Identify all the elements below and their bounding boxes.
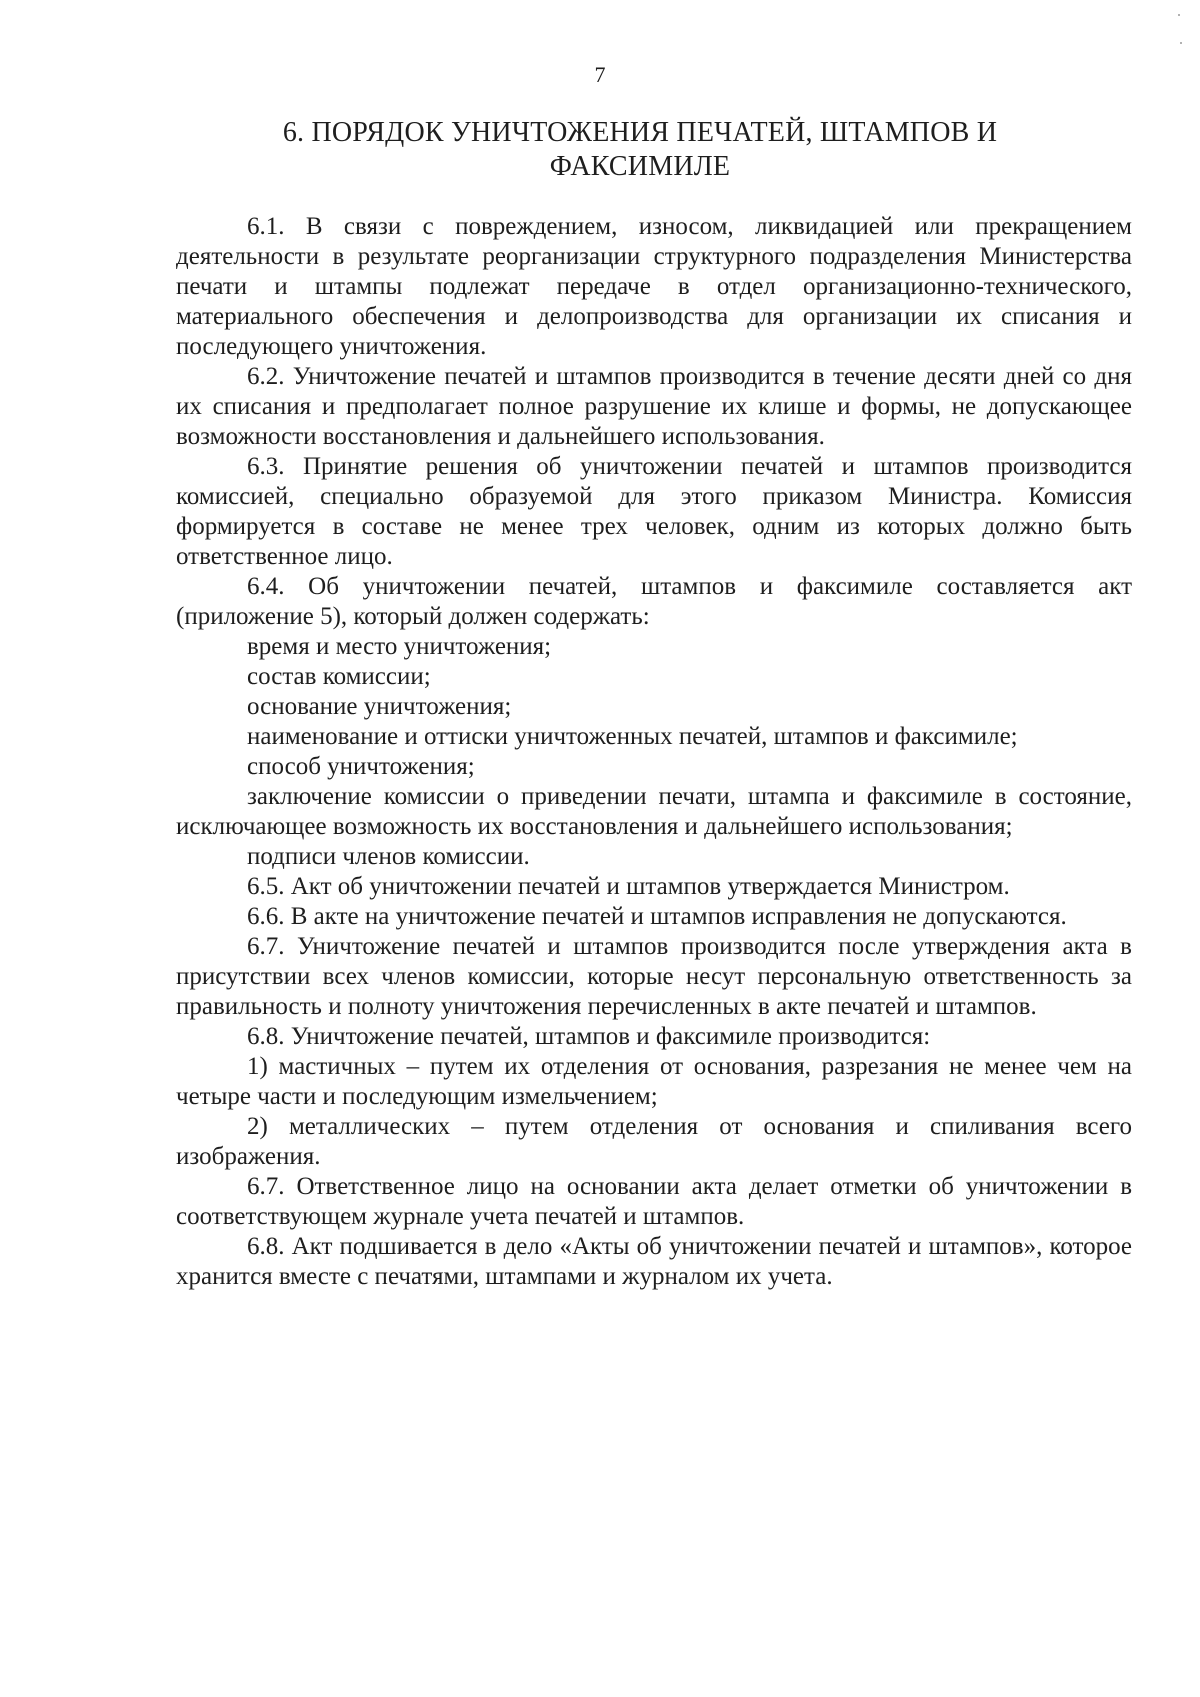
list-item-conclusion: заключение комиссии о приведении печати, штампа и факсимиле в состояние, исключающее возможность их восстановления и дальнейшего использования; <box>176 783 1132 840</box>
list-item-method: способ уничтожения; <box>247 753 475 780</box>
paragraph-6-7-second: 6.7. Ответственное лицо на основании акта делает отметки об уничтожении в соответствующем журнале учета печатей и штампов. <box>176 1173 1132 1230</box>
section-heading-line-1: 6. ПОРЯДОК УНИЧТОЖЕНИЯ ПЕЧАТЕЙ, ШТАМПОВ И <box>282 117 998 148</box>
list-item-basis: основание уничтожения; <box>247 693 512 720</box>
list-item-time-place: время и место уничтожения; <box>247 633 552 660</box>
paragraph-6-8-second: 6.8. Акт подшивается в дело «Акты об уничтожении печатей и штампов», которое хранится вместе с печатями, штампами и журналом их учета. <box>176 1233 1132 1290</box>
paragraph-6-5: 6.5. Акт об уничтожении печатей и штампов утверждается Министром. <box>247 873 1010 900</box>
paragraph-6-1: 6.1. В связи с повреждением, износом, ликвидацией или прекращением деятельности в результате реорганизации структурного подразделения Министерства печати и штампы подлежат передаче в отдел организационно-технического, материального обеспечения и делопроизводства для организации их списания и последующего уничтожения. <box>176 213 1132 360</box>
list-item-signatures: подписи членов комиссии. <box>247 843 530 870</box>
list-item-mastic: 1) мастичных – путем их отделения от основания, разрезания не менее чем на четыре части и последующим измельчением; <box>176 1053 1132 1110</box>
section-heading-line-2: ФАКСИМИЛЕ <box>549 151 731 182</box>
paragraph-6-8: 6.8. Уничтожение печатей, штампов и факсимиле производится: <box>247 1023 931 1050</box>
paragraph-6-6: 6.6. В акте на уничтожение печатей и штампов исправления не допускаются. <box>247 903 1067 930</box>
list-item-metal: 2) металлических – путем отделения от основания и спиливания всего изображения. <box>176 1113 1132 1170</box>
paragraph-6-2: 6.2. Уничтожение печатей и штампов производится в течение десяти дней со дня их списания и предполагает полное разрушение их клише и формы, не допускающее возможности восстановления и дальнейшего использования. <box>176 363 1132 450</box>
page-number: 7 <box>594 62 606 87</box>
paragraph-6-4: 6.4. Об уничтожении печатей, штампов и факсимиле составляется акт (приложение 5), который должен содержать: <box>176 573 1132 630</box>
scan-speck <box>1180 42 1182 44</box>
section-heading <box>250 116 1030 184</box>
paragraph-6-3: 6.3. Принятие решения об уничтожении печатей и штампов производится комиссией, специально образуемой для этого приказом Министра. Комиссия формируется в составе не менее трех человек, одним из которых должно быть ответственное лицо. <box>176 453 1132 570</box>
list-item-commission: состав комиссии; <box>247 663 431 690</box>
list-item-names-impressions: наименование и оттиски уничтоженных печатей, штампов и факсимиле; <box>247 723 1018 750</box>
paragraph-6-7: 6.7. Уничтожение печатей и штампов производится после утверждения акта в присутствии всех членов комиссии, которые несут персональную ответственность за правильность и полноту уничтожения перечисленных в акте печатей и штампов. <box>176 933 1132 1020</box>
document-body <box>176 212 1132 1292</box>
scan-speck <box>1178 14 1180 16</box>
